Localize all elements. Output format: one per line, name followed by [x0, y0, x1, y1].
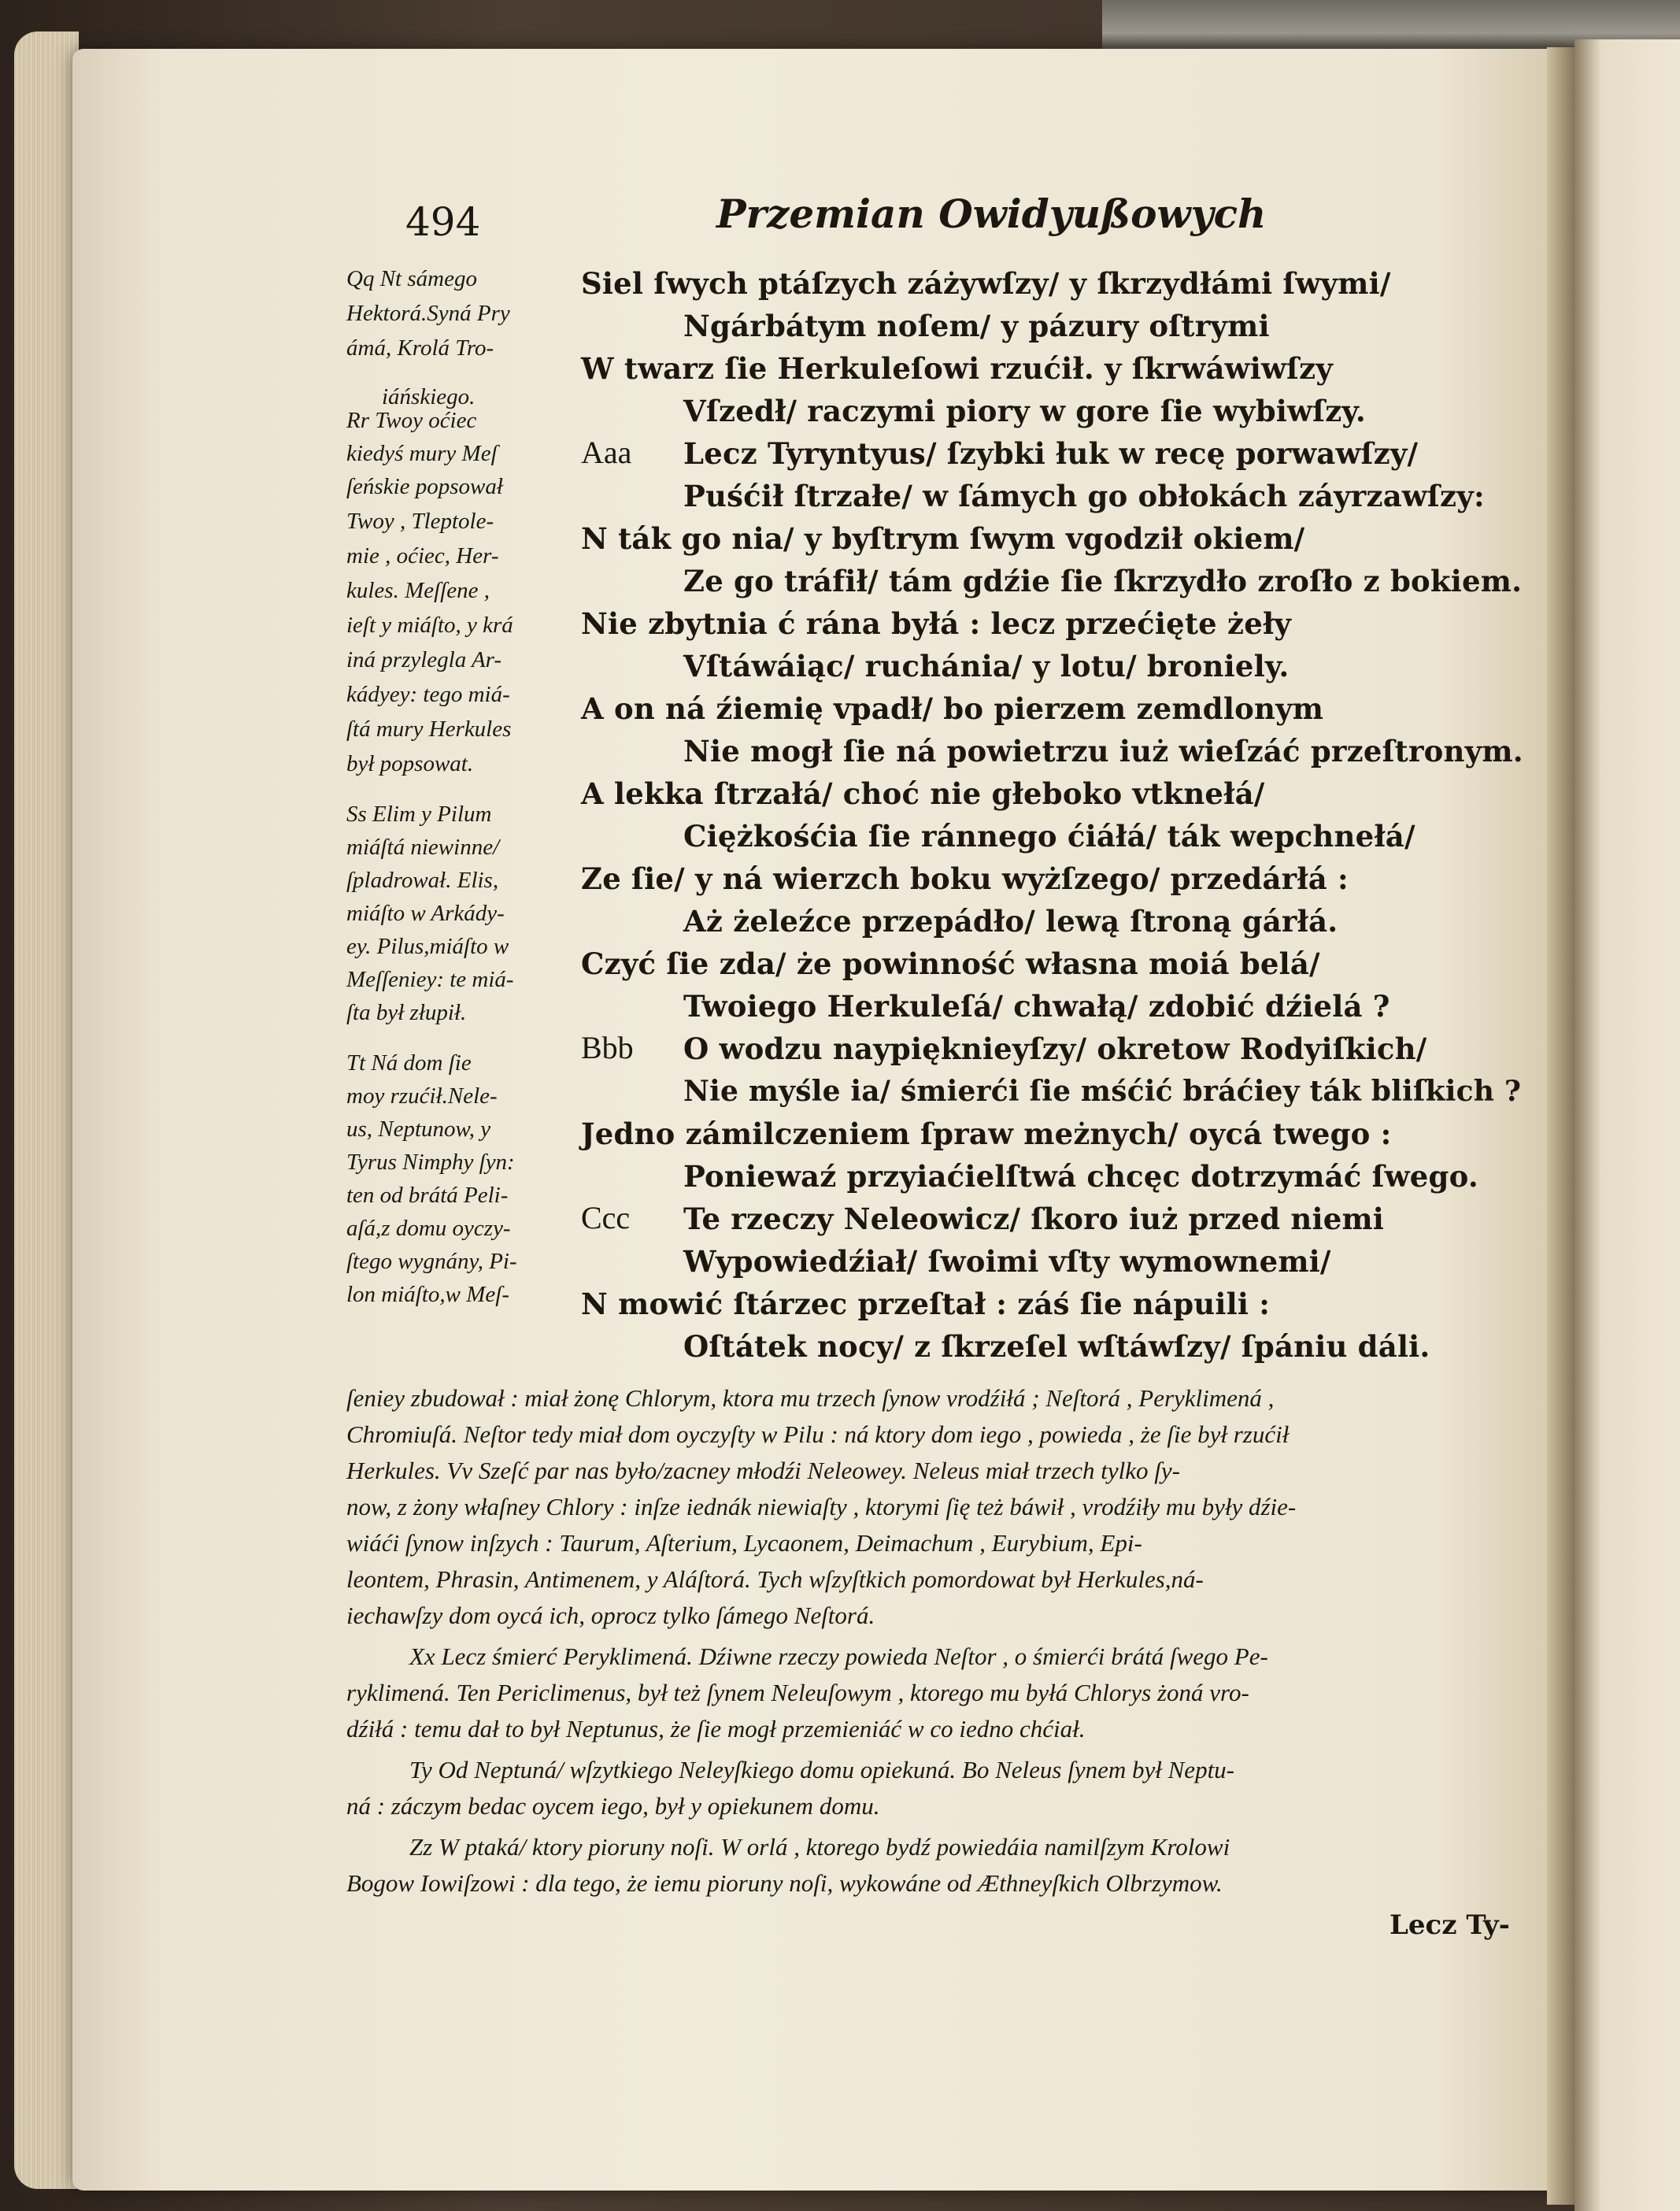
verse-line: Aż żeleźce przepádło/ lewą ſtroną gárłá. [683, 904, 1338, 939]
sidenote-line: kiedyś mury Meſ [346, 441, 498, 466]
verse-line: Vſtáwáiąc/ ruchánia/ y lotu/ broniely. [683, 649, 1290, 683]
verse-marker: Bbb [581, 1030, 634, 1065]
commentary-line: now, z żony właſney Chlory : inſze iednák niewiaſty , ktorymi ſię też báwił , vrodźiły mu były dźie- [346, 1493, 1297, 1520]
verse-line: Ze ſie/ y ná wierzch boku wyżſzego/ przedárłá : [581, 861, 1349, 896]
sidenote-line: Twoy , Tleptole- [346, 509, 494, 534]
page-edges [14, 31, 79, 2189]
verse-line: Jedno zámilczeniem ſpraw meżnych/ oycá twego : [581, 1117, 1392, 1151]
verse-line: Siel ſwych ptáſzych záżywſzy/ y ſkrzydłámi ſwymi/ [581, 266, 1391, 301]
verse-line: A on ná źiemię vpadł/ bo pierzem zemdlonym [581, 691, 1324, 726]
commentary-line: wiáći ſynow inſzych : Taurum, Aſterium, Lycaonem, Deimachum , Eurybium, Epi- [346, 1529, 1142, 1557]
sidenote-line: aſá,z domu oyczy- [346, 1216, 511, 1241]
sidenote-line: ſtá mury Herkules [346, 717, 512, 742]
sidenote-line: kules. Meſſene , [346, 578, 490, 603]
sidenote-line: ſtego wygnány, Pi- [346, 1249, 517, 1274]
sidenote-line: ámá, Krolá Tro- [346, 335, 494, 361]
verse-line: N mowić ſtárzec przeſtał : záś ſie nápuili : [581, 1287, 1271, 1321]
verse-line: Nie myśle ia/ śmierći ſie mśćić bráćiey ták bliſkich ? [683, 1075, 1522, 1108]
sidenote-line: miáſto w Arkády- [346, 901, 505, 926]
verse-line: W twarz ſie Herkuleſowi rzućił. y ſkrwáwiwſzy [581, 351, 1334, 386]
commentary-line: Xx Lecz śmierć Peryklimená. Dźiwne rzeczy powieda Neſtor , o śmierći brátá ſwego Pe- [409, 1643, 1268, 1670]
verse-line: Nie zbytnia ć rána byłá : lecz przećięte żeły [581, 606, 1292, 641]
commentary-line: Chromiuſá. Neſtor tedy miał dom oyczyſty w Pilu : ná ktory dom iego , powieda , że ſie był rzućił [346, 1420, 1290, 1448]
commentary-line: ſeniey zbudował : miał żonę Chlorym, ktora mu trzech ſynow vrodźiłá ; Neſtorá , Peryklimená , [346, 1384, 1275, 1412]
sidenote-line: iáńskiego. [382, 384, 476, 409]
verse-line: Czyć ſie zda/ że powinność własna moiá belá/ [581, 946, 1320, 981]
sidenote-line: lon miáſto,w Meſ- [346, 1282, 510, 1307]
sidenote-line: miáſtá niewinne/ [346, 835, 500, 860]
sidenote-line: Meſſeniey: te miá- [346, 967, 514, 992]
sidenote-line: ey. Pilus,miáſto w [346, 934, 509, 959]
commentary-line: Herkules. Vv Szeſć par nas było/zacney młodźi Neleowey. Neleus miał trzech tylko ſy- [346, 1457, 1180, 1484]
commentary-line: ná : záczym bedac oycem iego, był y opiekunem domu. [346, 1792, 880, 1820]
commentary-line: Ty Od Neptuná/ wſzytkiego Neleyſkiego domu opiekuná. Bo Neleus ſynem był Neptu- [409, 1756, 1235, 1783]
sidenote-line: Ss Elim y Pilum [346, 802, 492, 827]
sidenote-line: mie , oćiec, Her- [346, 543, 499, 568]
verse-line: Lecz Tyryntyus/ ſzybki łuk w recę porwawſzy/ [683, 436, 1419, 471]
verse-line: A lekka ſtrzałá/ choć nie głeboko vtknełá/ [581, 776, 1265, 811]
verse-line: Vſzedł/ raczymi piory w gore ſie wybiwſzy. [683, 394, 1366, 428]
sidenote-line: us, Neptunow, y [346, 1117, 491, 1142]
sidenote-line: ſta był złupił. [346, 1000, 467, 1025]
verse-line: Ciężkośćia ſie ránnego ćiáłá/ ták wepchnełá/ [683, 819, 1415, 854]
sidenote-line: Rr Twoy oćiec [346, 408, 477, 433]
commentary-line: Zz W ptaká/ ktory pioruny noſi. W orlá , ktorego bydź powiedáia namilſzym Krolowi [409, 1833, 1230, 1861]
sidenote-line: kádyey: tego miá- [346, 682, 510, 707]
commentary-line: ryklimená. Ten Periclimenus, był też ſynem Neleuſowym , ktorego mu byłá Chlorys żoná vro- [346, 1679, 1249, 1706]
sidenote-line: moy rzućił.Nele- [346, 1083, 498, 1109]
commentary-line: Bogow Iowiſzowi : dla tego, że iemu pioruny noſi, wykowáne od Æthneyſkich Olbrzymow. [346, 1869, 1223, 1897]
catchword: Lecz Ty- [1390, 1909, 1510, 1941]
sidenote-line: ſeńskie popsował [346, 474, 503, 499]
facing-page [1575, 39, 1680, 2211]
verse-marker: Ccc [581, 1200, 631, 1235]
verse-line: Twoiego Herkuleſá/ chwałą/ zdobić dźielá ? [683, 989, 1390, 1024]
verse-line: O wodzu naypięknieyſzy/ okretow Rodyiſkich/ [683, 1031, 1427, 1066]
sidenote-line: ieſt y miáſto, y krá [346, 613, 513, 638]
sidenote-line: Qq Nt sámego [346, 266, 477, 291]
commentary-line: leontem, Phrasin, Antimenem, y Aláſtorá. Tych wſzyſtkich pomordowat był Herkules,ná- [346, 1565, 1204, 1593]
verse-line: Puśćił ſtrzałe/ w ſámych go obłokách záyrzawſzy: [683, 479, 1485, 513]
sidenote-line: Tyrus Nimphy ſyn: [346, 1150, 515, 1175]
verse-line: Ze go tráfił/ tám gdźie ſie ſkrzydło zroſło z bokiem. [683, 564, 1523, 598]
commentary-line: dźiłá : temu dał to był Neptunus, że ſie mogł przemieniáć w co iedno chćiał. [346, 1715, 1086, 1743]
sidenote-line: iná przylegla Ar- [346, 647, 502, 672]
commentary-line: iechawſzy dom oycá ich, oprocz tylko ſámego Neſtorá. [346, 1602, 875, 1629]
verse-line: Wypowiedźiał/ ſwoimi vſty wymownemi/ [683, 1244, 1331, 1279]
verse-marker: Aaa [581, 435, 632, 470]
verse-line: Poniewaź przyiaćielſtwá chcęc dotrzymáć ſwego. [683, 1159, 1478, 1194]
sidenote-line: był popsowat. [346, 751, 474, 776]
verse-line: Nie mogł ſie ná powietrzu iuż wieſzáć przeſtronym. [683, 734, 1523, 768]
sidenote-line: Tt Ná dom ſie [346, 1050, 472, 1076]
verse-line: Oſtátek nocy/ z ſkrzeſel wſtáwſzy/ ſpániu dáli. [683, 1329, 1430, 1364]
verse-line: Te rzeczy Neleowicz/ ſkoro iuż przed niemi [683, 1202, 1385, 1236]
page-number: 494 [405, 199, 481, 245]
sidenote-line: ſpladrował. Elis, [346, 868, 499, 893]
verse-line: N ták go nia/ y byſtrym ſwym vgodził okiem/ [581, 521, 1305, 556]
sidenote-line: Hektorá.Syná Pry [346, 301, 510, 326]
running-title: Przemian Owidyußowych [716, 191, 1267, 237]
sidenote-line: ten od brátá Peli- [346, 1183, 509, 1208]
verse-line: Ngárbátym noſem/ y pázury oſtrymi [683, 309, 1270, 343]
